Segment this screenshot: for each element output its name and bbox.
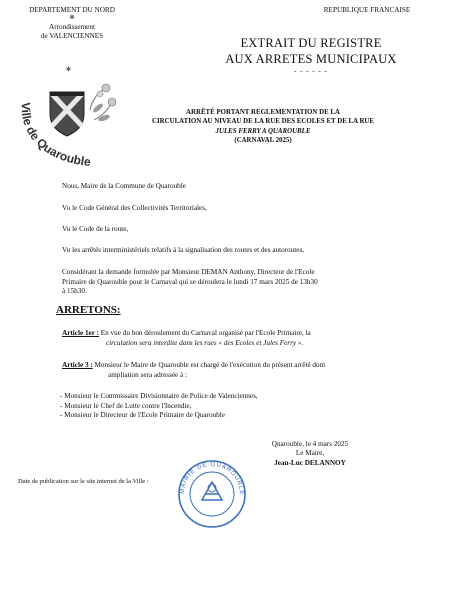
body-p5-line1: Considérant la demande formulée par Monsieur DEMAN Anthony, Directeur de l'Ecole	[62, 268, 315, 276]
registry-title-line2: AUX ARRETES MUNICIPAUX	[225, 51, 397, 66]
publication-date-label: Date de publication sur le site internet de la Ville :	[18, 478, 149, 485]
department-label: DEPARTEMENT DU NORD	[29, 6, 115, 14]
header-department	[22, 6, 122, 41]
mairie-stamp	[174, 454, 250, 530]
stamp-graphic	[174, 454, 250, 530]
arrete-title-line1: ARRÊTÉ PORTANT REGLEMENTATION DE LA	[186, 109, 340, 116]
article-3-text-line1: Monsieur le Maire de Quarouble est chargé de l'exécution du présent arrêté dont	[94, 361, 326, 369]
svg-text:Ville de Quarouble: Ville de Quarouble	[18, 101, 92, 169]
article-3-text-line2: ampliation sera adressée à :	[108, 370, 188, 379]
city-logo-text	[12, 80, 122, 180]
body-p3: Vu le Code de la route,	[62, 225, 129, 233]
body-p5	[62, 268, 432, 297]
body-p5-line2: Primaire de Quarouble pour le Carnaval qui se déroulera le lundi 17 mars 2025 de 13h30	[62, 277, 318, 286]
list-item: - Monsieur le Commissaire Divisionnaire de Police de Valenciennes,	[60, 392, 258, 400]
registry-title	[196, 36, 426, 76]
signature-name: Jean-Luc DELANNOY	[274, 458, 346, 467]
article-3-label: Article 3 :	[62, 361, 93, 369]
svg-text:MAIRIE DE QUAROUBLE · 59243: MAIRIE DE QUAROUBLE	[179, 461, 245, 496]
signature-block	[230, 440, 390, 468]
star-icon: ✻	[66, 67, 72, 73]
arrete-title	[118, 108, 408, 145]
arretons-heading: ARRETONS:	[56, 304, 121, 316]
article-1-text-line2: circulation sera interdite dans les rues « des Ecoles et Jules Ferry ».	[106, 338, 304, 347]
registry-title-line1: EXTRAIT DU REGISTRE	[240, 36, 382, 50]
arrete-title-line2: CIRCULATION AU NIVEAU DE LA RUE DES ECOLES ET DE LA RUE	[151, 118, 374, 126]
list-item: - Monsieur le Chef de Lutte contre l'Incendie,	[60, 401, 192, 410]
article-3	[62, 361, 432, 380]
article-1	[62, 329, 432, 348]
list-item: - Monsieur le Directeur de l'Ecole Primaire de Quarouble	[60, 411, 225, 420]
arrete-title-line3: JULES FERRY A QUAROUBLE	[215, 127, 311, 135]
body-p4: Vu les arrêtés interministériels relatifs à la signalisation des routes et des autoroutes,	[62, 246, 305, 254]
star-icon: ✻	[69, 15, 75, 21]
body-p2: Vu le Code Général des Collectivités Territoriales,	[62, 204, 207, 212]
city-logo	[12, 80, 122, 180]
republic-label: REPUBLIQUE FRANCAISE	[323, 6, 411, 14]
distribution-list	[60, 392, 430, 421]
signature-place-date: Quarouble, le 4 mars 2025	[271, 440, 349, 448]
signature-role: Le Maire,	[295, 449, 325, 458]
article-1-label: Article 1er :	[62, 329, 99, 337]
body-p1: Nous, Maire de la Commune de Quarouble	[62, 182, 186, 190]
arrete-title-line4: (CARNAVAL 2025)	[234, 136, 292, 144]
arrondissement-name: de VALENCIENNES	[40, 31, 104, 40]
arrondissement-label: Arrondissement	[49, 22, 95, 31]
registry-dots: - - - - - -	[294, 67, 328, 76]
body-p5-line3: à 15h30.	[62, 287, 87, 296]
article-1-text-line1: En vue du bon déroulement du Carnaval organisé par l'Ecole Primaire, la	[100, 329, 311, 337]
